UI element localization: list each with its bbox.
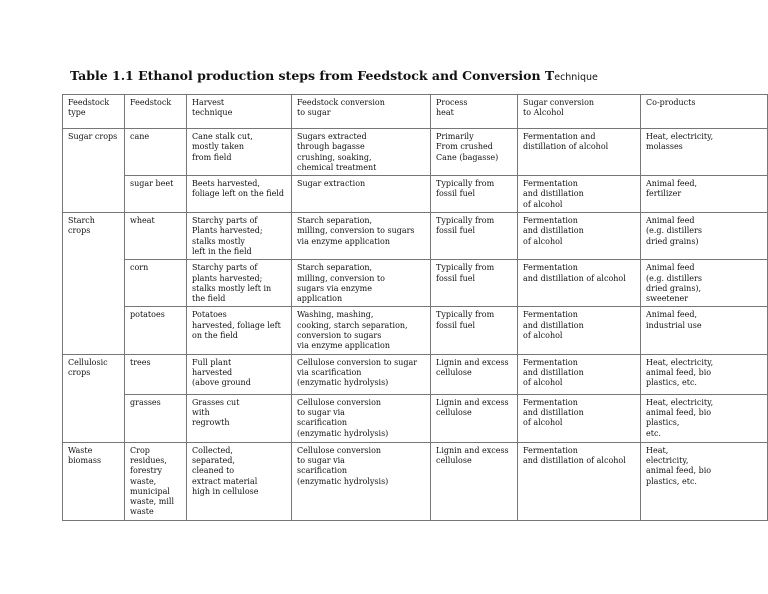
feedstock-cell: wheat	[125, 213, 187, 260]
header-feedstock-type: Feedstock type	[63, 95, 125, 129]
table-row	[63, 176, 768, 213]
alcohol-cell: Fermentation and distillation of alcohol	[518, 176, 641, 213]
heat-cell: Typically from fossil fuel	[431, 213, 518, 260]
group-type-cell: Sugar crops	[63, 129, 125, 213]
feedstock-cell: cane	[125, 129, 187, 176]
conversion-cell: Starch separation, milling, conversion to sugars via enzyme application	[292, 213, 431, 260]
table-row	[63, 394, 768, 442]
heat-cell: Lignin and excess cellulose	[431, 354, 518, 394]
alcohol-cell: Fermentation and distillation of alcohol	[518, 354, 641, 394]
harvest-cell: Grasses cut with regrowth	[187, 394, 292, 442]
harvest-cell: Full plant harvested (above ground	[187, 354, 292, 394]
heat-cell: Typically from fossil fuel	[431, 176, 518, 213]
feedstock-cell: corn	[125, 260, 187, 307]
group-type-cell: Cellulosic crops	[63, 354, 125, 442]
header-process-heat: Process heat	[431, 95, 518, 129]
feedstock-cell: grasses	[125, 394, 187, 442]
harvest-cell: Cane stalk cut, mostly taken from field	[187, 129, 292, 176]
alcohol-cell: Fermentation and distillation of alcohol	[518, 213, 641, 260]
coproducts-cell: Heat, electricity, animal feed, bio plastics, etc.	[641, 442, 768, 520]
table-row	[63, 260, 768, 307]
header-feedstock-conversion: Feedstock conversion to sugar	[292, 95, 431, 129]
coproducts-cell: Animal feed, fertilizer	[641, 176, 768, 213]
harvest-cell: Collected, separated, cleaned to extract material high in cellulose	[187, 442, 292, 520]
table-row	[63, 129, 768, 176]
alcohol-cell: Fermentation and distillation of alcohol	[518, 129, 641, 176]
conversion-cell: Cellulose conversion to sugar via scarification (enzymatic hydrolysis)	[292, 354, 431, 394]
coproducts-cell: Heat, electricity, molasses	[641, 129, 768, 176]
coproducts-cell: Animal feed (e.g. distillers dried grains), sweetener	[641, 260, 768, 307]
conversion-cell: Sugars extracted through bagasse crushing, soaking, chemical treatment	[292, 129, 431, 176]
table-title-suffix: echnique	[554, 72, 598, 83]
heat-cell: Lignin and excess cellulose	[431, 442, 518, 520]
feedstock-cell: potatoes	[125, 307, 187, 354]
harvest-cell: Potatoes harvested, foliage left on the field	[187, 307, 292, 354]
conversion-cell: Cellulose conversion to sugar via scarification (enzymatic hydrolysis)	[292, 394, 431, 442]
alcohol-cell: Fermentation and distillation of alcohol	[518, 442, 641, 520]
heat-cell: Primarily From crushed Cane (bagasse)	[431, 129, 518, 176]
harvest-cell: Starchy parts of plants harvested; stalks mostly left in the field	[187, 260, 292, 307]
table-row	[63, 354, 768, 394]
feedstock-cell: trees	[125, 354, 187, 394]
table-row	[63, 213, 768, 260]
ethanol-production-table	[62, 94, 768, 521]
coproducts-cell: Animal feed (e.g. distillers dried grains)	[641, 213, 768, 260]
conversion-cell: Sugar extraction	[292, 176, 431, 213]
conversion-cell: Cellulose conversion to sugar via scarification (enzymatic hydrolysis)	[292, 442, 431, 520]
harvest-cell: Beets harvested, foliage left on the field	[187, 176, 292, 213]
coproducts-cell: Animal feed, industrial use	[641, 307, 768, 354]
table-title	[70, 68, 598, 83]
header-sugar-conversion: Sugar conversion to Alcohol	[518, 95, 641, 129]
header-co-products: Co-products	[641, 95, 768, 129]
table-title-main: Table 1.1 Ethanol production steps from Feedstock and Conversion T	[70, 68, 555, 83]
table-header-row	[63, 95, 768, 129]
harvest-cell: Starchy parts of Plants harvested; stalks mostly left in the field	[187, 213, 292, 260]
alcohol-cell: Fermentation and distillation of alcohol	[518, 394, 641, 442]
conversion-cell: Washing, mashing, cooking, starch separation, conversion to sugars via enzyme application	[292, 307, 431, 354]
header-feedstock: Feedstock	[125, 95, 187, 129]
header-harvest-technique: Harvest technique	[187, 95, 292, 129]
heat-cell: Lignin and excess cellulose	[431, 394, 518, 442]
heat-cell: Typically from fossil fuel	[431, 260, 518, 307]
feedstock-cell: Crop residues, forestry waste, municipal waste, mill waste	[125, 442, 187, 520]
conversion-cell: Starch separation, milling, conversion to sugars via enzyme application	[292, 260, 431, 307]
heat-cell: Typically from fossil fuel	[431, 307, 518, 354]
coproducts-cell: Heat, electricity, animal feed, bio plastics, etc.	[641, 354, 768, 394]
coproducts-cell: Heat, electricity, animal feed, bio plastics, etc.	[641, 394, 768, 442]
alcohol-cell: Fermentation and distillation of alcohol	[518, 260, 641, 307]
table-row	[63, 307, 768, 354]
group-type-cell: Waste biomass	[63, 442, 125, 520]
alcohol-cell: Fermentation and distillation of alcohol	[518, 307, 641, 354]
group-type-cell: Starch crops	[63, 213, 125, 355]
table-row	[63, 442, 768, 520]
feedstock-cell: sugar beet	[125, 176, 187, 213]
